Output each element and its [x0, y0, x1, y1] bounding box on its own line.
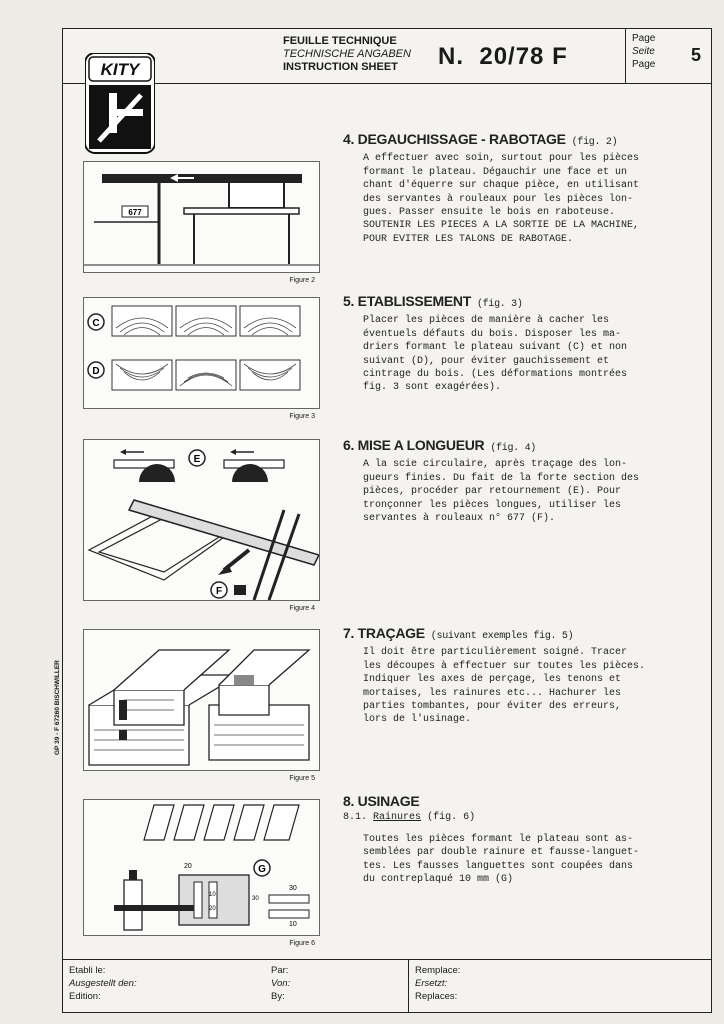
fig3-label-d: D: [92, 366, 100, 377]
side-print-code: GP 39 - F 67260 BISCHWILLER: [54, 660, 61, 755]
section-4: [343, 133, 708, 246]
fig6-caption: Figure 6: [289, 940, 315, 947]
section-6-text: A la scie circulaire, après traçage des lon- gueurs finies. Du fait de la forte section des pièces, procéder par retournement (E). Pour tronçonner les pièces longues, utiliser les servantes à rouleaux n° 677 (F).: [363, 459, 640, 525]
section-7-text: Il doit être particulièrement soigné. Tracer les découpes à effectuer sur toutes les pièces. Indiquer les axes de perçage, les tenons et mortaises, les rainures etc... Hachurer les parties tombantes, pour éviter des erreurs, lors de l'usinage.: [363, 647, 646, 726]
fig6-label-g: G: [258, 864, 266, 875]
page-label-en: Page: [632, 59, 656, 70]
section-6: [343, 439, 708, 525]
figure-4: [83, 439, 320, 612]
fig5-caption: Figure 5: [289, 775, 315, 782]
footer-par-de: Von:: [271, 978, 291, 989]
footer-rempl-de: Ersetzt:: [415, 978, 448, 989]
fig6-dim-e: 10: [289, 921, 297, 928]
section-8: [343, 795, 708, 886]
section-8-1-heading: [343, 811, 708, 824]
doc-titles: [283, 35, 411, 74]
figure-2: [83, 161, 320, 284]
footer-etabli-de: Ausgestellt den:: [69, 978, 137, 989]
fig6-dim-a: 20: [184, 863, 192, 870]
page-labels: [632, 32, 655, 71]
title-de: TECHNISCHE ANGABEN: [283, 48, 411, 60]
section-7-ref: (suivant exemples fig. 5): [430, 631, 574, 642]
fig6-dim-f: 30: [252, 896, 259, 902]
instruction-sheet: [62, 28, 712, 1013]
jointer-illustration: [84, 162, 319, 272]
fig6-dim-b: 10: [209, 892, 216, 898]
fig3-caption: Figure 3: [289, 413, 315, 420]
section-4-title: 4. DEGAUCHISSAGE - RABOTAGE: [343, 131, 566, 147]
page-number: 5: [690, 45, 701, 65]
section-5-heading: [343, 295, 708, 311]
footer-par-fr: Par:: [271, 965, 289, 976]
footer-par-en: By:: [271, 991, 285, 1002]
title-en: INSTRUCTION SHEET: [283, 61, 398, 73]
section-8-1-ref: (fig. 6): [427, 812, 476, 824]
section-8-title: 8. USINAGE: [343, 793, 420, 809]
fig3-label-c: C: [92, 318, 100, 329]
page-box: [625, 29, 711, 83]
fig4-caption: Figure 4: [289, 605, 315, 612]
fig2-caption: Figure 2: [289, 277, 315, 284]
figure-3: [83, 297, 320, 420]
footer-rempl-fr: Remplace:: [415, 965, 461, 976]
page-label-fr: Page: [632, 33, 656, 44]
footer-etabli-fr: Etabli le:: [69, 965, 106, 976]
fig4-label-f: F: [215, 586, 223, 597]
section-8-1-title: Rainures: [373, 812, 422, 824]
section-4-text: A effectuer avec soin, surtout pour les pièces formant le plateau. Dégauchir une face et un chant d'équerre sur chaque pièce, en utilisant des servantes à rouleaux pour les pièces lon- gues. Passer ensuite le bois en raboteuse. SOUTENIR LES PIECES A LA SORTIE DE LA MACHINE, POUR EVITER LES TALONS DE RABOTAGE.: [363, 153, 640, 245]
section-5-text: Placer les pièces de manière à cacher les éventuels défauts du bois. Disposer les ma- driers formant le plateau suivant (C) et non suivant (D), pour éviter gauchissement et cintrage du bois. (Les déformations montrées fig. 3 sont exagérées).: [363, 315, 628, 394]
section-5-title: 5. ETABLISSEMENT: [343, 293, 471, 309]
marking-out-illustration: [84, 630, 319, 770]
section-8-1-number: 8.1.: [343, 812, 368, 824]
doc-number-label: N.: [438, 43, 464, 70]
sheet-header: [63, 29, 711, 84]
section-4-heading: [343, 133, 708, 149]
footer-rempl-en: Replaces:: [415, 991, 458, 1002]
section-5: [343, 295, 708, 395]
footer-replaces: [415, 964, 460, 1003]
section-6-heading: [343, 439, 708, 455]
section-7-heading: [343, 627, 708, 643]
logo-text: KITY: [100, 60, 140, 79]
doc-number: [438, 43, 568, 71]
footer-by: [271, 964, 290, 1003]
section-6-title: 6. MISE A LONGUEUR: [343, 437, 485, 453]
fig4-label-e: E: [193, 454, 201, 465]
title-fr: FEUILLE TECHNIQUE: [283, 35, 397, 47]
grooving-illustration: [84, 800, 319, 935]
section-6-ref: (fig. 4): [490, 443, 536, 454]
section-8-heading: [343, 795, 708, 808]
section-7-title: 7. TRAÇAGE: [343, 625, 425, 641]
section-4-ref: (fig. 2): [571, 137, 618, 148]
figure-5: [83, 629, 320, 782]
footer-divider: [408, 960, 409, 1012]
fig2-label-677: 677: [128, 208, 142, 217]
page-label-de: Seite: [632, 46, 655, 57]
section-8-1-text: Toutes les pièces formant le plateau sont as- semblées par double rainure et fausse-languet- tes. Les fausses languettes sont coupées dans du contreplaqué 10 mm (G): [363, 833, 640, 886]
fig6-dim-d: 30: [289, 885, 297, 892]
figure-6: [83, 799, 320, 947]
section-7: [343, 627, 708, 727]
footer-edition: [69, 964, 137, 1003]
footer-etabli-en: Edition:: [69, 991, 101, 1002]
fig6-dim-c: 20: [209, 906, 216, 912]
doc-number-value: 20/78 F: [479, 43, 568, 70]
crosscut-illustration: [84, 440, 319, 600]
grain-layout-illustration: [84, 298, 319, 408]
sheet-footer: [63, 959, 711, 1012]
section-5-ref: (fig. 3): [476, 299, 523, 310]
